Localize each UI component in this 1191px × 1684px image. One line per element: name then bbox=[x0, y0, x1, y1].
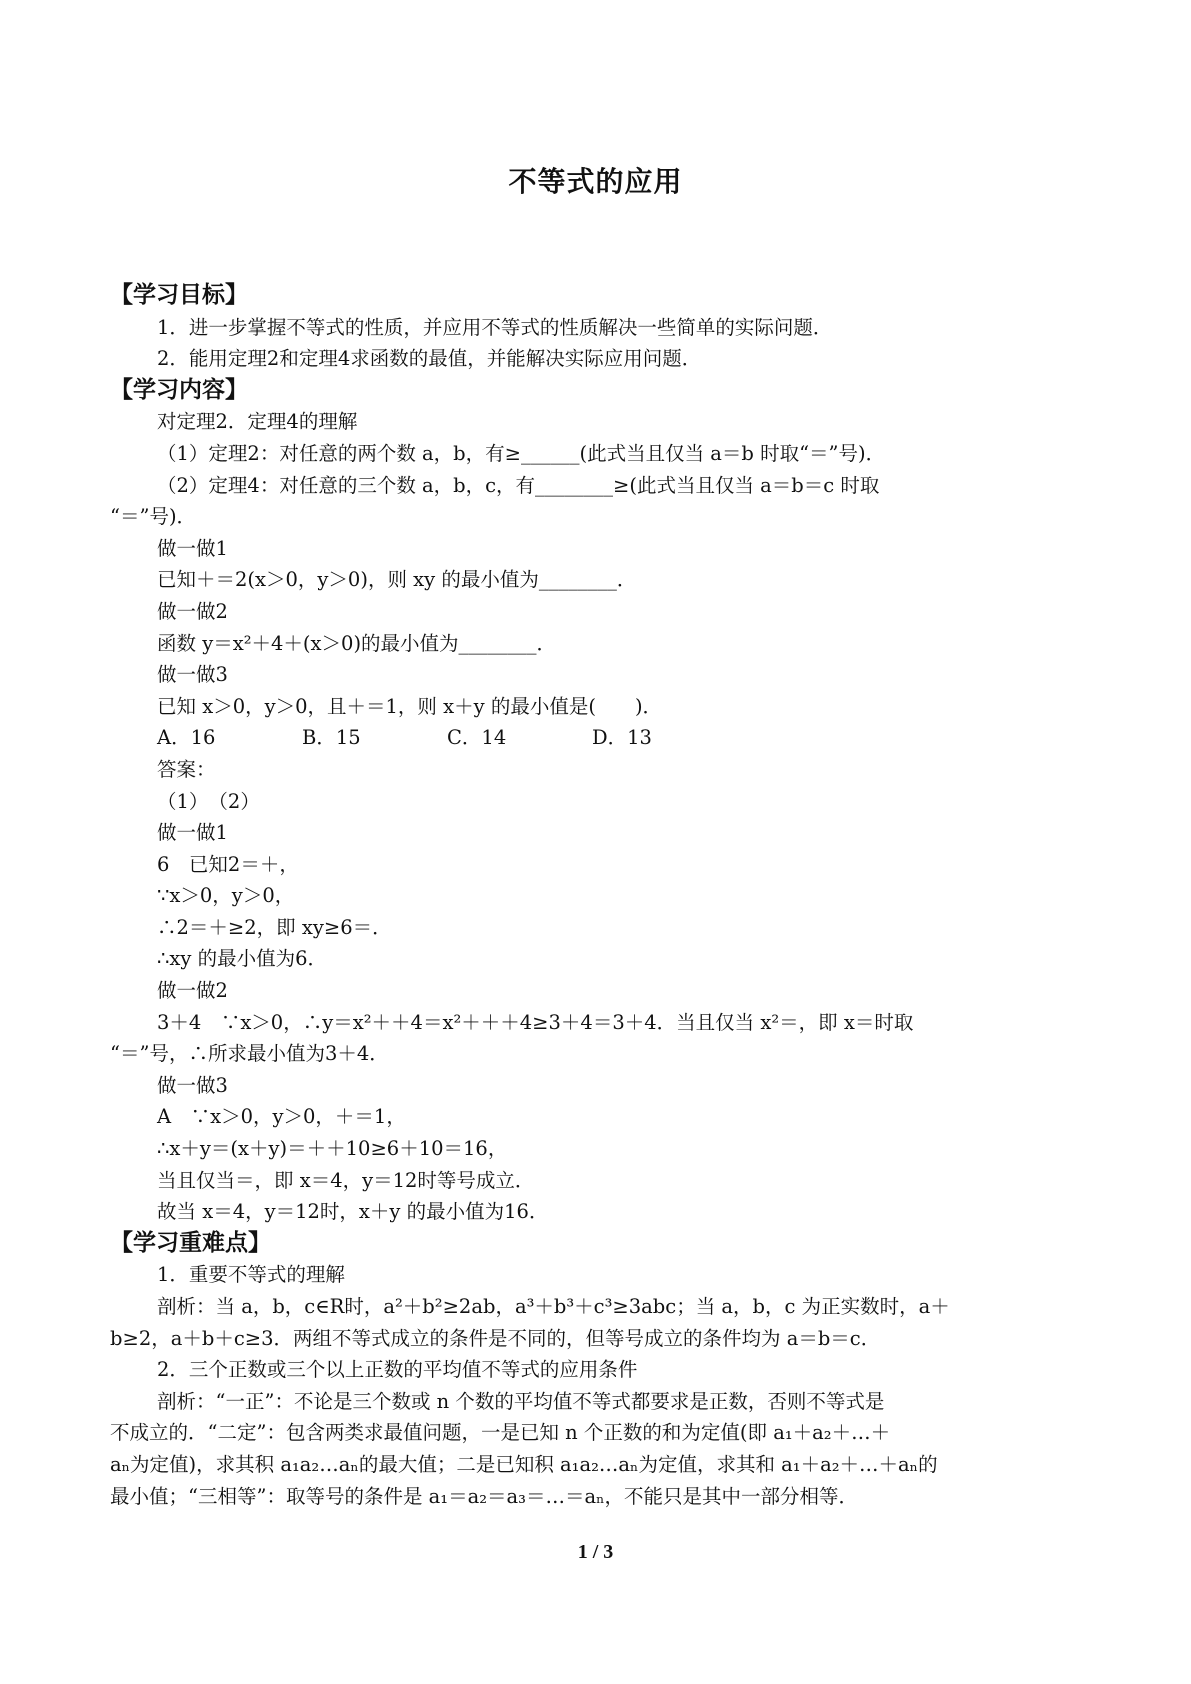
content-line: 函数 y＝x²＋4＋(x＞0)的最小值为________． bbox=[157, 631, 557, 655]
key-line: 2．三个正数或三个以上正数的平均值不等式的应用条件 bbox=[157, 1358, 638, 1382]
key-line: 剖析：当 a，b，c∈R时，a²＋b²≥2ab，a³＋b³＋c³≥3abc；当 a，b，c 为正实数时，a＋ bbox=[157, 1295, 950, 1318]
key-line: 最小值；“三相等”：取等号的条件是 a₁＝a₂＝a₃＝…＝aₙ，不能只是其中一部分相等． bbox=[110, 1484, 859, 1508]
document-body bbox=[110, 280, 1090, 1512]
key-line: 剖析：“一正”：不论是三个数或 n 个数的平均值不等式都要求是正数，否则不等式是 bbox=[157, 1389, 885, 1413]
key-line: aₙ为定值)，求其积 a₁a₂…aₙ的最大值；二是已知积 a₁a₂…aₙ为定值，求其和 a₁＋a₂＋…＋aₙ的 bbox=[110, 1452, 938, 1476]
answer-line: A ∵x＞0，y＞0，＋＝1， bbox=[157, 1105, 406, 1129]
answer-line: 3＋4 ∵x＞0，∴y＝x²＋＋4＝x²＋＋＋4≥3＋4＝3＋4．当且仅当 x²＝，即 x＝时取 bbox=[157, 1010, 914, 1034]
page-title: 不等式的应用 bbox=[508, 165, 683, 198]
option-d: D．13 bbox=[592, 726, 652, 750]
answer-line: ∴x＋y＝(x＋y)＝＋＋10≥6＋10＝16， bbox=[157, 1137, 508, 1161]
content-line: 已知＋＝2(x＞0，y＞0)，则 xy 的最小值为________． bbox=[157, 568, 637, 592]
content-line: 已知 x＞0，y＞0，且＋＝1，则 x＋y 的最小值是( )． bbox=[157, 694, 663, 718]
answer-line: ∵x＞0，y＞0， bbox=[157, 884, 295, 908]
answer-line: 做一做3 bbox=[157, 1073, 228, 1097]
option-a: A．16 bbox=[157, 726, 216, 750]
page-number: 1 / 3 bbox=[577, 1541, 614, 1563]
answer-line: 做一做1 bbox=[157, 821, 228, 845]
content-line: 对定理2．定理4的理解 bbox=[157, 410, 358, 434]
answer-options bbox=[110, 722, 1090, 754]
goal-line: 1．进一步掌握不等式的性质，并应用不等式的性质解决一些简单的实际问题． bbox=[157, 315, 833, 339]
content-line: （1）定理2：对任意的两个数 a，b，有≥______(此式当且仅当 a＝b 时取“＝”号)． bbox=[157, 441, 886, 465]
answer-line: ∴xy 的最小值为6． bbox=[157, 947, 328, 971]
content-line: “＝”号)． bbox=[110, 505, 197, 529]
key-line: 1．重要不等式的理解 bbox=[157, 1263, 345, 1287]
answer-line: ∴2＝＋≥2，即 xy≥6＝． bbox=[157, 915, 392, 939]
section-heading-key-points: 【学习重难点】 bbox=[110, 1229, 271, 1256]
content-line: 做一做2 bbox=[157, 599, 228, 623]
content-line: 做一做1 bbox=[157, 536, 228, 560]
section-heading-content: 【学习内容】 bbox=[110, 376, 248, 403]
key-line: 不成立的．“二定”：包含两类求最值问题，一是已知 n 个正数的和为定值(即 a₁＋a₂＋…＋ bbox=[110, 1421, 891, 1445]
option-c: C．14 bbox=[447, 726, 507, 750]
content-line: （2）定理4：对任意的三个数 a，b，c，有________≥(此式当且仅当 a＝b＝c 时取 bbox=[157, 473, 880, 497]
answer-line: 当且仅当＝，即 x＝4，y＝12时等号成立． bbox=[157, 1168, 535, 1192]
key-line: b≥2，a＋b＋c≥3．两组不等式成立的条件是不同的，但等号成立的条件均为 a＝b＝c． bbox=[110, 1326, 881, 1350]
goal-line: 2．能用定理2和定理4求函数的最值，并能解决实际应用问题． bbox=[157, 347, 702, 371]
answer-line: 做一做2 bbox=[157, 979, 228, 1003]
answer-line: “＝”号，∴所求最小值为3＋4． bbox=[110, 1042, 389, 1066]
answer-line: 6 已知2＝＋， bbox=[157, 852, 299, 876]
option-b: B．15 bbox=[302, 726, 361, 750]
answer-line: 故当 x＝4，y＝12时，x＋y 的最小值为16． bbox=[157, 1200, 549, 1224]
section-heading-goals: 【学习目标】 bbox=[110, 282, 248, 308]
answer-line: （1） （2） bbox=[157, 789, 260, 813]
answer-line: 答案： bbox=[157, 757, 216, 781]
content-line: 做一做3 bbox=[157, 663, 228, 687]
